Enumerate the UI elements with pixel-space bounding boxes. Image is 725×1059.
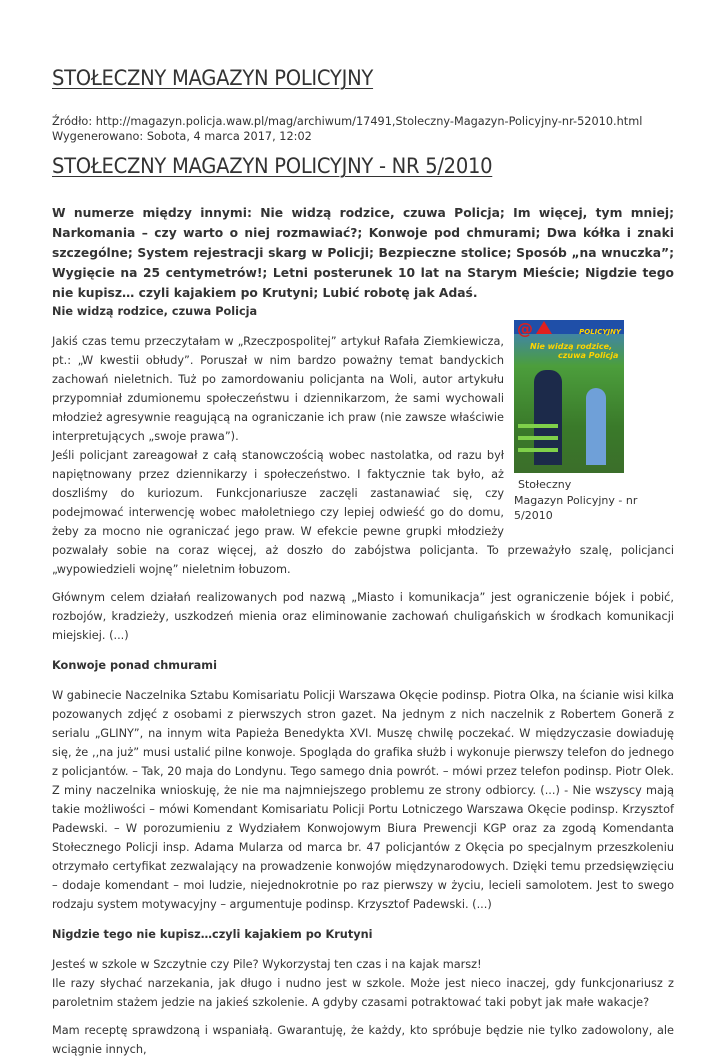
- figure-caption-2: Magazyn Policyjny - nr 5/2010: [514, 494, 638, 522]
- cover-headline: Nie widzą rodzice, czuwa Policja: [530, 342, 619, 360]
- site-title[interactable]: STOŁECZNY MAGAZYN POLICYJNY: [52, 66, 374, 90]
- issue-lead: W numerze między innymi: Nie widzą rodzice, czuwa Policja; Im więcej, tym mniej; Narkomania – czy warto o niej rozmawiać?; Konwoje pod chmurami; Dwa kółka i znaki szczególne; System rejestracji skarg w Policji; Bezpieczne stolice; Sposób „na wnuczka”; Wygięcie na 25 centymetrów!; Letni posterunek 10 lat na Starym Mieście; Nigdzie tego nie kupisz… czyli kajakiem po Krutyni; Lubić robotę jak Adaś.: [52, 206, 674, 300]
- cover-figure: [514, 320, 674, 523]
- at-logo-icon: @: [517, 320, 533, 338]
- source-url: Źródło: http://magazyn.policja.waw.pl/mag/archiwum/17491,Stoleczny-Magazyn-Policyjny-nr-52010.html: [52, 115, 643, 128]
- triangle-logo-icon: [536, 321, 552, 334]
- paragraph: Jeśli policjant zareagował z całą stanowczością wobec nastolatka, od razu był napiętnowany przez dziennikarzy i społeczeństwo. I faktycznie tak było, aż doszliśmy do kuriozum. Funkcjonariusze zaczęli zastanawiać się, czy podejmować interwencję wobec małoletniego czy lepiej odwieść go do domu, żeby za mocno nie ograniczać jego praw. W efekcie pewne grupki młodzieży pozwalały sobie na coraz więcej, aż doszło do zabójstwa policjanta. To przeważyło szalę, policjanci „wypowiedzieli wojnę” nieletnim łobuzom.: [52, 449, 674, 576]
- paragraph: Głównym celem działań realizowanych pod nazwą „Miasto i komunikacja” jest ograniczenie bójek i pobić, rozbojów, kradzieży, uszkodzeń mienia oraz eliminowanie zachowań chuligańskich w środkach komunikacji miejskiej. (...): [52, 591, 674, 642]
- figure-caption-1: Stołeczny: [518, 478, 572, 491]
- generated-date: Wygenerowano: Sobota, 4 marca 2017, 12:02: [52, 130, 312, 143]
- document-meta: [52, 114, 642, 144]
- magazine-cover-image[interactable]: [514, 320, 624, 473]
- cover-brand: POLICYJNY: [579, 328, 621, 336]
- paragraph: Jakiś czas temu przeczytałam w „Rzeczpospolitej” artykuł Rafała Ziemkiewicza, pt.: „W kwestii obłudy”. Poruszał w nim bardzo poważny temat bandyckich zachowań nieletnich. Tuż po zamordowaniu policjanta na Woli, autor artykułu przypomniał zdumionemu społeczeństwu i dziennikarzom, że sami wychowali młodzież agresywnie reagującą na ograniczanie ich praw (nie zawsze właściwie interpretujących „swoje prawa”).: [52, 335, 504, 443]
- paragraph: Jesteś w szkole w Szczytnie czy Pile? Wykorzystaj ten czas i na kajak marsz!: [52, 958, 482, 971]
- issue-title[interactable]: STOŁECZNY MAGAZYN POLICYJNY - NR 5/2010: [52, 154, 493, 178]
- section-heading: Nie widzą rodzice, czuwa Policja: [52, 305, 258, 318]
- paragraph: W gabinecie Naczelnika Sztabu Komisariatu Policji Warszawa Okęcie podinsp. Piotra Olka, na ścianie wisi kilka pozowanych zdjęć z osobami z pierwszych stron gazet. Na jednym z nich naczelnik z Robertem Goneră z serialu „GLINY”, na innym wita Papieża Benedykta XVI. Muszę chwilę poczekać. W międzyczasie dowiaduję się, że ,,na już” musi ustalić pilne konwoje. Spogląda do grafika służb i wykonuje pierwszy telefon do jednego z policjantów. – Tak, 20 maja do Londynu. Tego samego dnia powrót. – mówi przez telefon podinsp. Piotr Olek. Z miny naczelnika wnioskuję, że nie ma najmniejszego problemu ze strony odbiorcy. (...) - Nie wszyscy mają takie możliwości – mówi Komendant Komisariatu Policji Portu Lotniczego Warszawa Okęcie podinsp. Krzysztof Padewski. – W porozumieniu z Wydziałem Konwojowym Biura Prewencji KGP oraz za zgodą Komendanta Stołecznego Policji insp. Adama Mularza od marca br. 47 policjantów z Okęcia po specjalnym przeszkoleniu otrzymało certyfikat zezwalający na prowadzenie konwojów międzynarodowych. Dzięki temu przedsięwzięciu – dodaje komendant – moi ludzie, niejednokrotnie po raz pierwszy w życiu, lecieli samolotem. Jest to swego rodzaju system motywacyjny – argumentuje podinsp. Krzysztof Padewski. (...): [52, 689, 674, 911]
- paragraph: Ile razy słychać narzekania, jak długo i nudno jest w szkole. Może jest nieco inaczej, gdy funkcjonariusz z paroletnim stażem jedzie na jakieś szkolenie. A gdyby czasami potraktować taki pobyt jak małe wakacje?: [52, 977, 674, 1009]
- paragraph: Mam receptę sprawdzoną i wspaniałą. Gwarantuję, że każdy, kto spróbuje będzie nie tylko zadowolony, ale wciągnie innych,: [52, 1024, 674, 1056]
- article-body: [52, 304, 674, 1059]
- section-heading: Nigdzie tego nie kupisz…czyli kajakiem po Krutyni: [52, 928, 373, 941]
- child-figure: [586, 388, 606, 465]
- section-heading: Konwoje ponad chmurami: [52, 659, 217, 672]
